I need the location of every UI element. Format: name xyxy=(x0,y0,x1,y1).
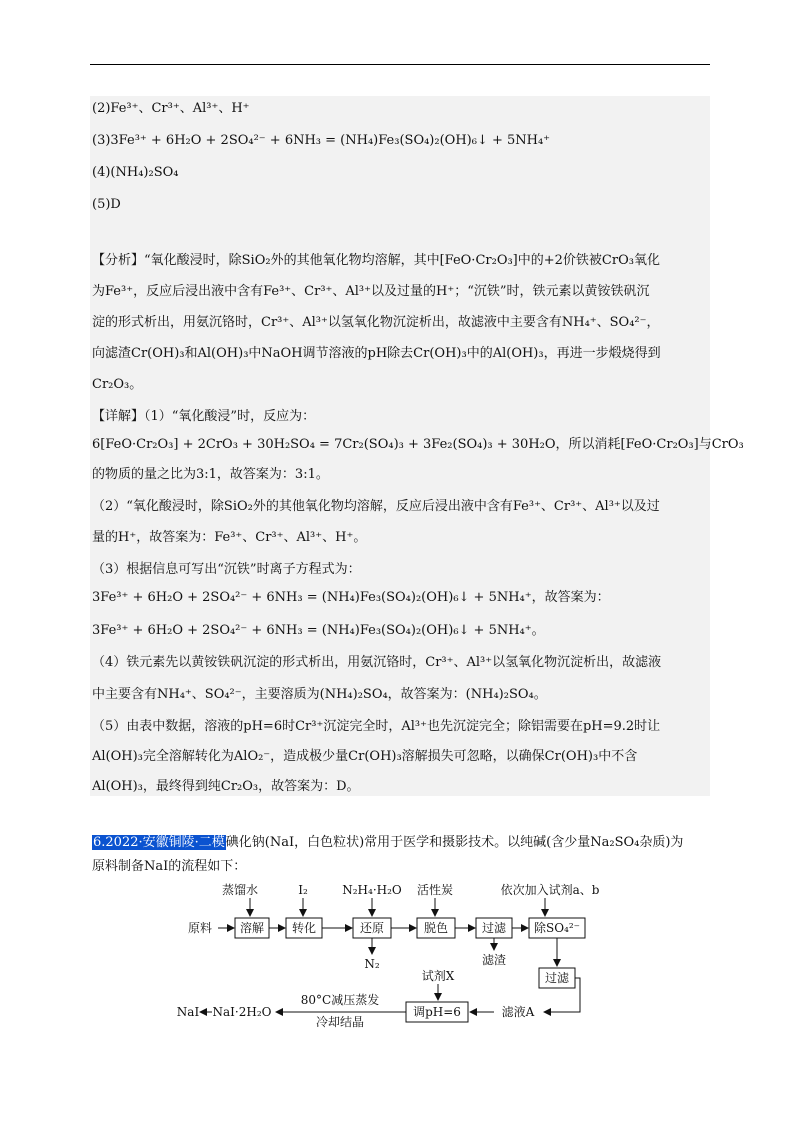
detail-line-3: 的物质的量之比为3:1，故答案为：3:1。 xyxy=(92,467,329,482)
detail-line-13: Al(OH)₃，最终得到纯Cr₂O₃，故答案为：D。 xyxy=(92,779,360,794)
question-line-2: 原料制备NaI的流程如下： xyxy=(92,859,247,874)
hydrate-product: NaI·2H₂O xyxy=(212,1005,272,1019)
analysis-line-3: 淀的形式析出，用氨沉铬时，Cr³⁺、Al³⁺以氢氧化物沉淀析出，故滤液中主要含有NH₄⁺、SO₄²⁻， xyxy=(92,315,660,330)
detail-line-1: 【详解】（1）“氧化酸浸”时，反应为： xyxy=(92,409,316,424)
step-decolor: 脱色 xyxy=(423,921,449,935)
answer-5: (5)D xyxy=(92,197,121,212)
answer-4: (4)(NH₄)₂SO₄ xyxy=(92,165,179,180)
analysis-line-4: 向滤渣Cr(OH)₃和Al(OH)₃中NaOH调节溶液的pH除去Cr(OH)₃中的Al(OH)₃，再进一步煅烧得到 xyxy=(92,346,661,361)
detail-line-8: 3Fe³⁺ + 6H₂O + 2SO₄²⁻ + 6NH₃ = (NH₄)Fe₃(SO₄)₂(OH)₆↓ + 5NH₄⁺。 xyxy=(92,623,545,638)
product-n2: N₂ xyxy=(364,957,380,971)
header-rule xyxy=(90,64,710,65)
flow-start: 原料 xyxy=(188,921,213,935)
crystallize-label: 冷却结晶 xyxy=(315,1015,365,1029)
reagent-water: 蒸馏水 xyxy=(221,883,259,897)
answer-3: (3)3Fe³⁺ + 6H₂O + 2SO₄²⁻ + 6NH₃ = (NH₄)Fe₃(SO₄)₂(OH)₆↓ + 5NH₄⁺ xyxy=(92,133,551,148)
step-filter-2: 过滤 xyxy=(544,971,570,985)
analysis-line-1: 【分析】“氧化酸浸时，除SiO₂外的其他氧化物均溶解，其中[FeO·Cr₂O₃]中的+2价铁被CrO₃氧化 xyxy=(92,253,660,268)
reagent-hydrazine: N₂H₄·H₂O xyxy=(342,883,402,897)
question-source-tag[interactable]: 6.2022·安徽铜陵·二模 xyxy=(93,835,225,850)
evaporate-label: 80°C减压蒸发 xyxy=(300,993,380,1007)
analysis-line-5: Cr₂O₃。 xyxy=(92,377,143,392)
answer-2: (2)Fe³⁺、Cr³⁺、Al³⁺、H⁺ xyxy=(92,101,250,116)
question-text-1: 碘化钠(NaI，白色粒状)常用于医学和摄影技术。以纯碱(含少量Na₂SO₄杂质)为 xyxy=(225,835,684,850)
final-product: NaI xyxy=(176,1005,200,1019)
detail-line-11: （5）由表中数据，溶液的pH=6时Cr³⁺沉淀完全时，Al³⁺也先沉淀完全；除铝需要在pH=9.2时让 xyxy=(92,719,661,734)
detail-line-9: （4）铁元素先以黄铵铁矾沉淀的形式析出，用氨沉铬时，Cr³⁺、Al³⁺以氢氧化物沉淀析出，故滤液 xyxy=(92,655,662,670)
step-dissolve: 溶解 xyxy=(239,921,265,935)
step-filter-1: 过滤 xyxy=(481,921,507,935)
step-adjust-ph: 调pH=6 xyxy=(413,1005,461,1019)
reagent-ab: 依次加入试剂a、b xyxy=(500,883,600,897)
reagent-iodine: I₂ xyxy=(298,883,308,897)
detail-line-2: 6[FeO·Cr₂O₃] + 2CrO₃ + 30H₂SO₄ = 7Cr₂(SO₄)₃ + 3Fe₂(SO₄)₃ + 30H₂O，所以消耗[FeO·Cr₂O₃]与CrO₃ xyxy=(92,437,744,452)
detail-line-6: （3）根据信息可写出“沉铁”时离子方程式为： xyxy=(92,562,361,577)
step-remove-sulfate: 除SO₄²⁻ xyxy=(533,921,581,935)
process-flowchart xyxy=(176,880,620,1030)
filtrate-a: 滤液A xyxy=(501,1005,535,1019)
step-convert: 转化 xyxy=(291,921,317,935)
detail-line-7: 3Fe³⁺ + 6H₂O + 2SO₄²⁻ + 6NH₃ = (NH₄)Fe₃(SO₄)₂(OH)₆↓ + 5NH₄⁺，故答案为： xyxy=(92,590,610,605)
filter-residue: 滤渣 xyxy=(481,953,507,967)
reagent-carbon: 活性炭 xyxy=(416,883,454,897)
analysis-line-2: 为Fe³⁺，反应后浸出液中含有Fe³⁺、Cr³⁺、Al³⁺以及过量的H⁺；“沉铁”时，铁元素以黄铵铁矾沉 xyxy=(92,284,650,299)
detail-line-5: 量的H⁺，故答案为：Fe³⁺、Cr³⁺、Al³⁺、H⁺。 xyxy=(92,530,367,545)
detail-line-4: （2）“氧化酸浸时，除SiO₂外的其他氧化物均溶解，反应后浸出液中含有Fe³⁺、Cr³⁺、Al³⁺以及过 xyxy=(92,499,660,514)
reagent-x: 试剂X xyxy=(421,969,455,983)
detail-line-10: 中主要含有NH₄⁺、SO₄²⁻，主要溶质为(NH₄)₂SO₄，故答案为：(NH₄)₂SO₄。 xyxy=(92,687,547,702)
question-line-1 xyxy=(92,834,683,852)
detail-line-12: Al(OH)₃完全溶解转化为AlO₂⁻，造成极少量Cr(OH)₃溶解损失可忽略，以确保Cr(OH)₃中不含 xyxy=(92,749,638,764)
step-reduce: 还原 xyxy=(359,921,385,935)
